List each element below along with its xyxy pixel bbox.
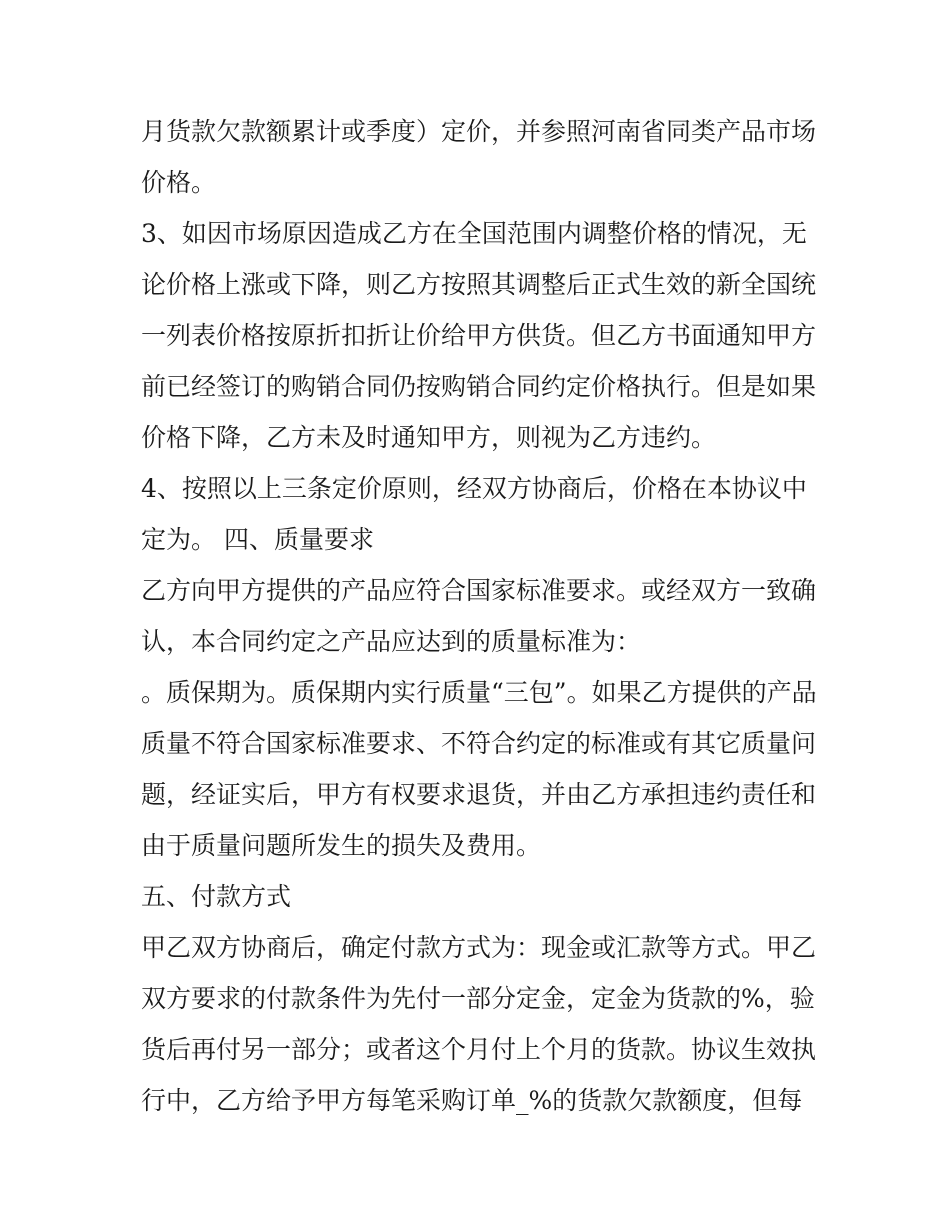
text-line: 价格。	[141, 168, 217, 197]
contract-text	[141, 106, 821, 1126]
text-line: 乙方向甲方提供的产品应符合国家标准要求。或经双方一致确	[141, 576, 817, 605]
text-line: 前已经签订的购销合同仍按购销合同约定价格执行。但是如果	[141, 372, 817, 401]
text-line: 由于质量问题所发生的损失及费用。	[141, 831, 542, 860]
text-line: 论价格上涨或下降，则乙方按照其调整后正式生效的新全国统	[141, 270, 817, 299]
text-line: 3、如因市场原因造成乙方在全国范围内调整价格的情况，无	[141, 219, 807, 248]
text-line: 价格下降，乙方未及时通知甲方，则视为乙方违约。	[141, 423, 717, 452]
section-heading-payment: 五、付款方式	[141, 882, 292, 911]
text-line: 质量不符合国家标准要求、不符合约定的标准或有其它质量问	[141, 729, 817, 758]
text-line: 行中，乙方给予甲方每笔采购订单_%的货款欠款额度，但每	[141, 1086, 803, 1115]
text-line: 双方要求的付款条件为先付一部分定金，定金为货款的%，验	[141, 984, 815, 1013]
text-line: 题，经证实后，甲方有权要求退货，并由乙方承担违约责任和	[141, 780, 817, 809]
text-line: 4、按照以上三条定价原则，经双方协商后，价格在本协议中	[141, 474, 807, 503]
text-line: 。质保期为。质保期内实行质量“三包”。如果乙方提供的产品	[141, 678, 817, 707]
text-line: 一列表价格按原折扣折让价给甲方供货。但乙方书面通知甲方	[141, 321, 817, 350]
text-line: 认，本合同约定之产品应达到的质量标准为：	[141, 627, 642, 656]
text-line: 月货款欠款额累计或季度）定价，并参照河南省同类产品市场	[141, 117, 817, 146]
text-line: 货后再付另一部分；或者这个月付上个月的货款。协议生效执	[141, 1035, 817, 1064]
text-line: 甲乙双方协商后，确定付款方式为：现金或汇款等方式。甲乙	[141, 933, 817, 962]
section-heading-quality: 定为。 四、质量要求	[141, 525, 374, 554]
